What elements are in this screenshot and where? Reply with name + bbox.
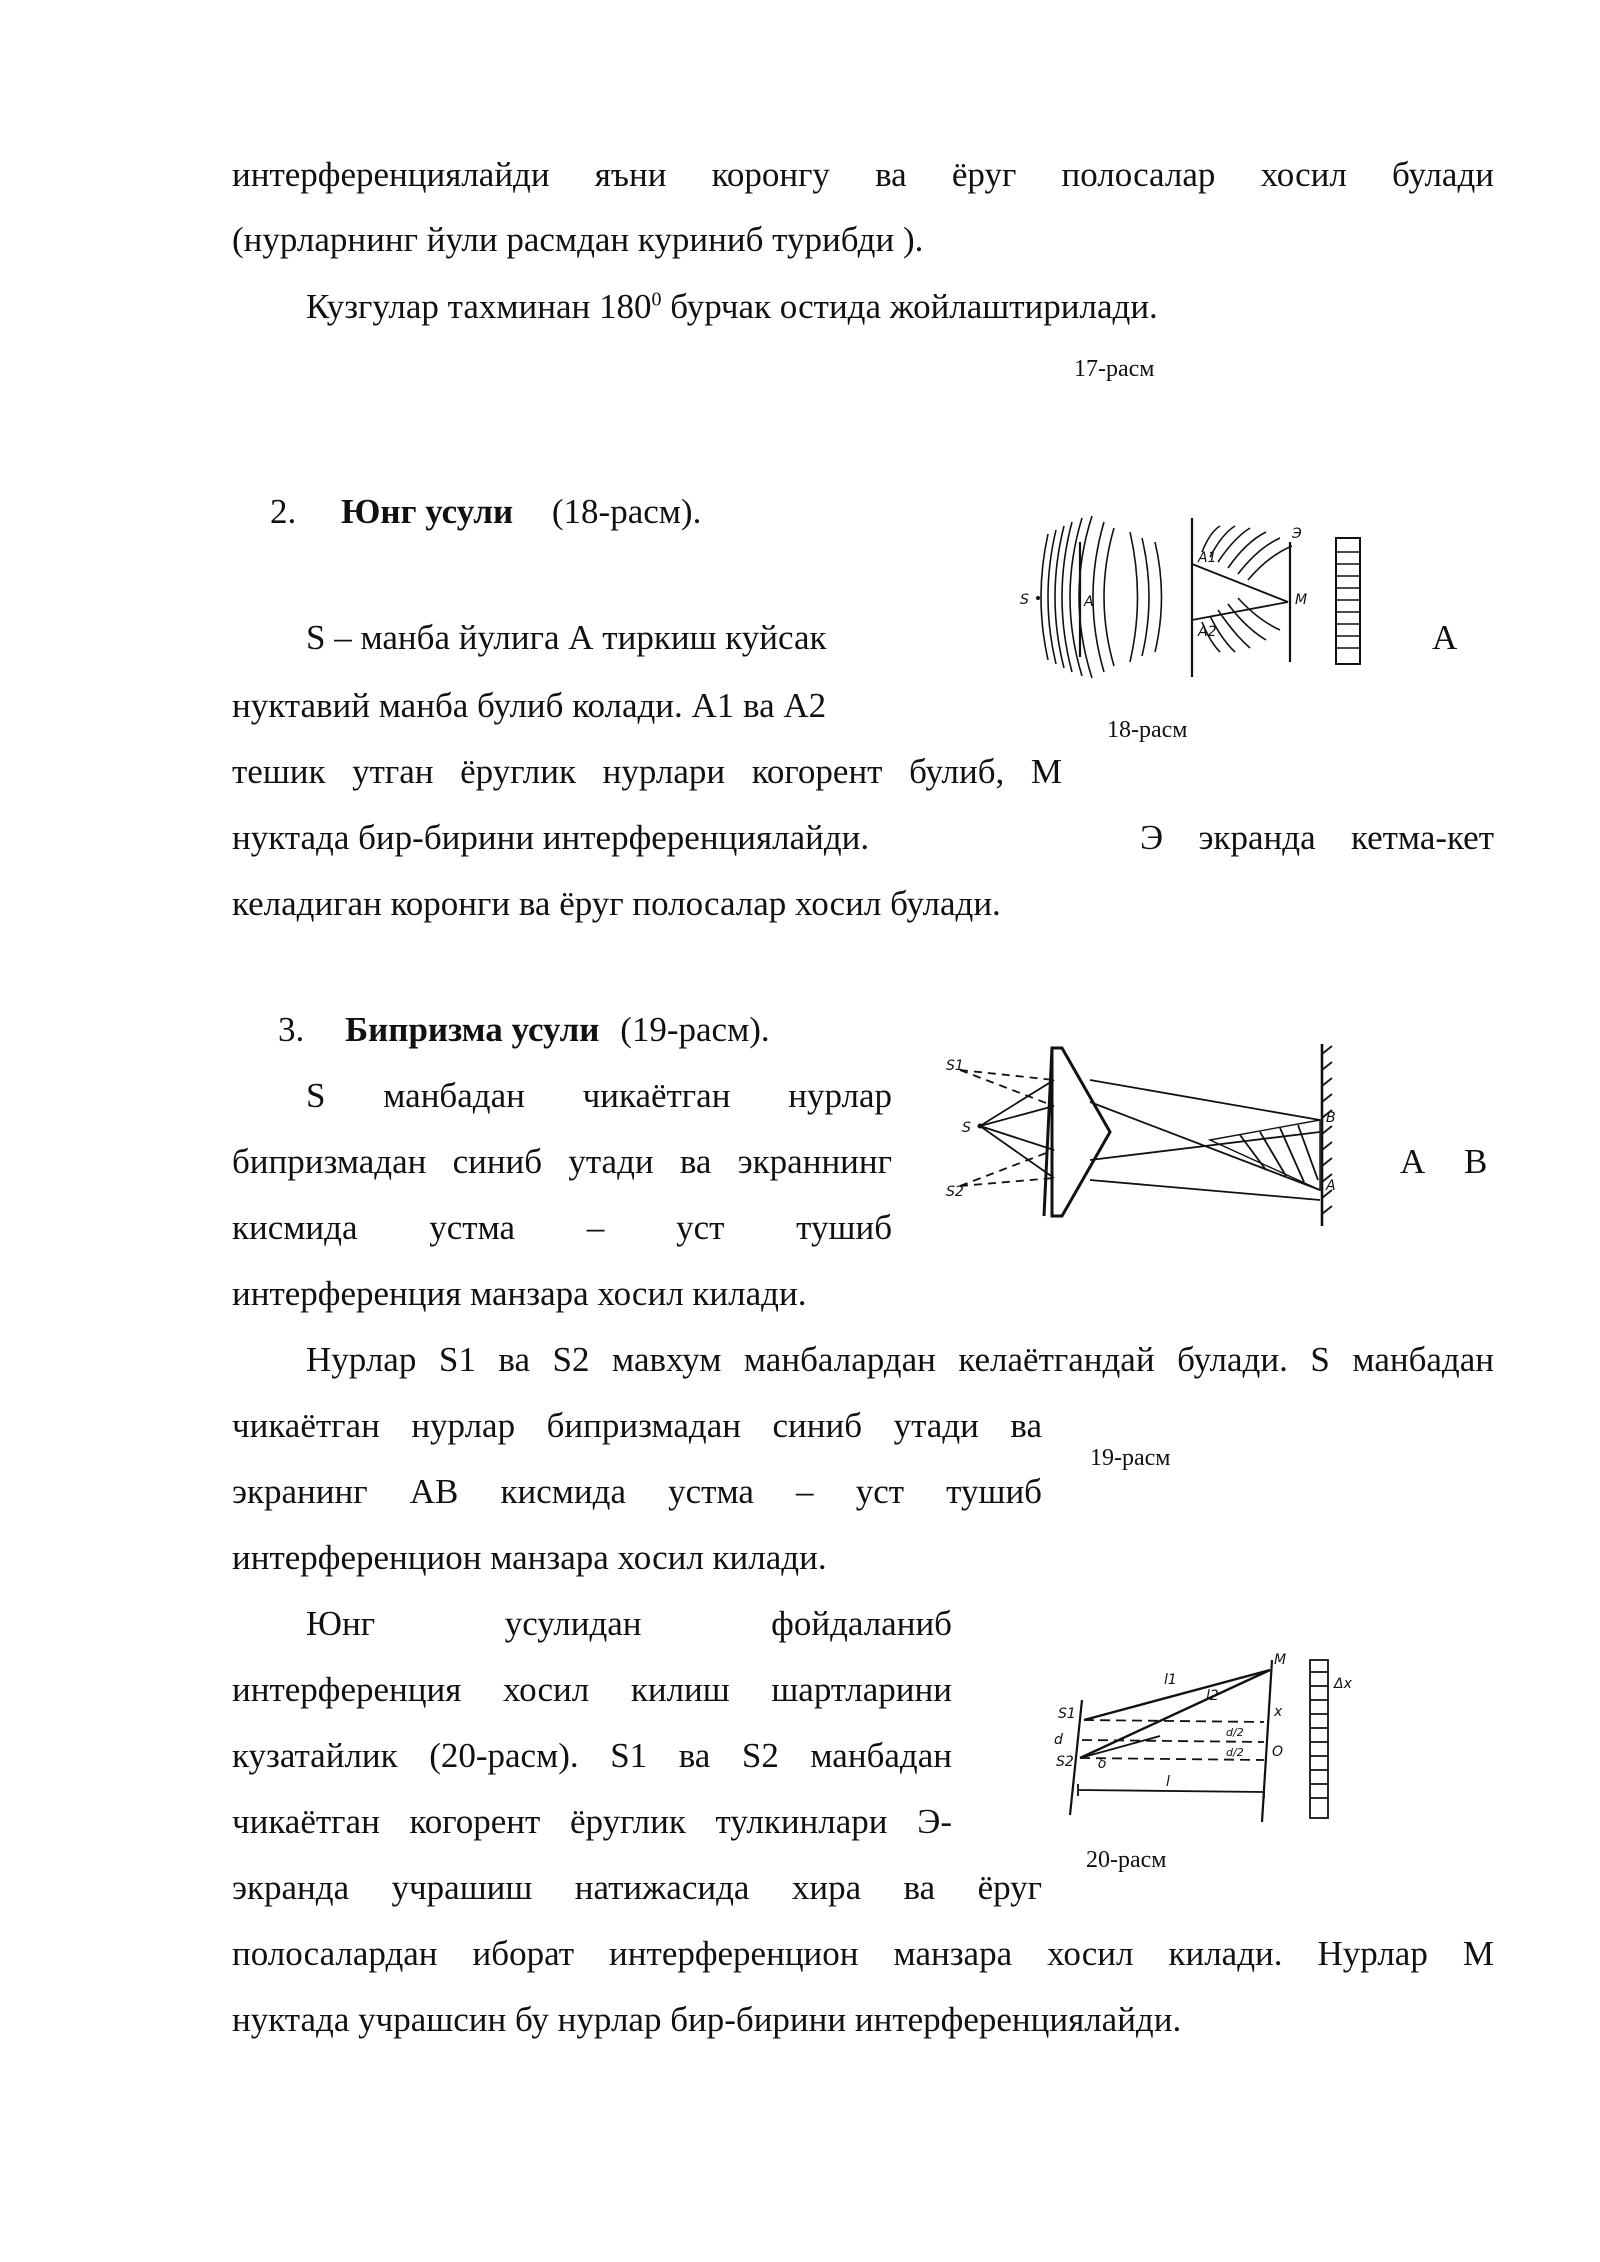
text-line: тешик утган ёруглик нурлари когорент булиб, М — [232, 752, 1062, 791]
label-d: d — [1054, 1732, 1063, 1748]
section-number: 2. — [270, 492, 297, 531]
text-line — [306, 287, 1158, 327]
label-s: S — [962, 1120, 971, 1136]
label-a: A — [1326, 1178, 1336, 1194]
text-line: интерференцион манзара хосил килади. — [232, 1538, 827, 1577]
degree-superscript: 0 — [651, 288, 662, 311]
label-x: x — [1274, 1704, 1283, 1720]
text-line: полосалардан иборат интерференцион манзара хосил килади. Нурлар М — [232, 1934, 1494, 1973]
text-line: чикаётган нурлар бипризмадан синиб утади ва — [232, 1406, 1042, 1445]
text-line: S – манба йулига А тиркиш куйсак — [306, 618, 827, 657]
text-line: Нурлар S1 ва S2 мавхум манбалардан келаётгандай булади. S манбадан — [306, 1340, 1494, 1379]
text-line: нуктада учрашсин бу нурлар бир-бирини интерференциялайди. — [232, 2000, 1182, 2039]
figure-caption-19: 19-расм — [1090, 1445, 1171, 1471]
label-m: M — [1295, 592, 1308, 608]
text-line: бипризмадан синиб утади ва экраннинг — [232, 1142, 892, 1181]
text-fragment: бурчак остида жойлаштирилади. — [661, 287, 1158, 326]
text-line: интерференция хосил килиш шартларини — [232, 1670, 952, 1709]
label-m: M — [1274, 1652, 1287, 1668]
label-half-d-top: d/2 — [1226, 1726, 1244, 1739]
label-delta: δ — [1098, 1756, 1107, 1772]
text-line: чикаётган когорент ёруглик тулкинлари Э- — [232, 1802, 952, 1841]
text-line: кисмида устма – уст тушиб — [232, 1208, 892, 1247]
label-l: l — [1166, 1774, 1170, 1790]
label-e: Э — [1292, 526, 1302, 542]
label-b: B — [1326, 1110, 1336, 1126]
label-s2: S2 — [1056, 1754, 1074, 1770]
section-ref: (18-расм). — [551, 492, 702, 531]
text-line: экранинг АВ кисмида устма – уст тушиб — [232, 1472, 1042, 1511]
text-line: (нурларнинг йули расмдан куриниб турибди ). — [232, 220, 924, 259]
figure-18-young-diagram — [1010, 512, 1390, 682]
figure-20-young-conditions-diagram — [1040, 1640, 1380, 1830]
text-line-right: В — [1464, 1142, 1488, 1181]
section-title: Бипризма усули — [345, 1010, 600, 1049]
label-half-d-bottom: d/2 — [1226, 1746, 1244, 1759]
text-line: нуктавий манба булиб колади. А1 ва А2 — [232, 686, 827, 725]
text-line: нуктада бир-бирини интерференциялайди. — [232, 818, 870, 857]
text-fragment: Кузгулар тахминан 180 — [306, 287, 652, 326]
text-line-right: Э экранда кетма-кет — [1140, 818, 1494, 857]
label-s: S — [1020, 592, 1029, 608]
label-l2: l2 — [1206, 1688, 1219, 1704]
text-line: кузатайлик (20-расм). S1 ва S2 манбадан — [232, 1736, 952, 1775]
label-a: A — [1084, 594, 1094, 610]
label-s2: S2 — [946, 1184, 964, 1200]
label-a2: A2 — [1198, 624, 1217, 640]
figure-caption-20: 20-расм — [1086, 1847, 1167, 1873]
text-line-right: А — [1400, 1142, 1426, 1181]
text-line: интерференция манзара хосил килади. — [232, 1274, 807, 1313]
text-line-right: А — [1432, 618, 1458, 657]
label-a1: A1 — [1198, 550, 1217, 566]
label-o: O — [1272, 1744, 1284, 1760]
label-s1: S1 — [946, 1058, 964, 1074]
section-ref: (19-расм). — [620, 1010, 770, 1049]
text-line: интерференциялайди яъни коронгу ва ёруг полосалар хосил булади — [232, 155, 1494, 194]
figure-19-biprism-diagram — [940, 1040, 1340, 1230]
figure-caption-18: 18-расм — [1107, 717, 1188, 743]
figure-caption-17: 17-расм — [1074, 356, 1155, 382]
section-title: Юнг усули — [341, 492, 514, 531]
text-line: S манбадан чикаётган нурлар — [306, 1076, 892, 1115]
section-heading-2 — [270, 492, 701, 532]
label-dx: Δx — [1334, 1676, 1352, 1692]
label-l1: l1 — [1164, 1672, 1177, 1688]
text-line: экранда учрашиш натижасида хира ва ёруг — [232, 1868, 1042, 1907]
section-number: 3. — [278, 1010, 305, 1049]
section-heading-3 — [278, 1010, 770, 1050]
label-s1: S1 — [1058, 1706, 1076, 1722]
text-line: Юнг усулидан фойдаланиб — [306, 1604, 952, 1643]
text-line: келадиган коронги ва ёруг полосалар хосил булади. — [232, 884, 1001, 923]
